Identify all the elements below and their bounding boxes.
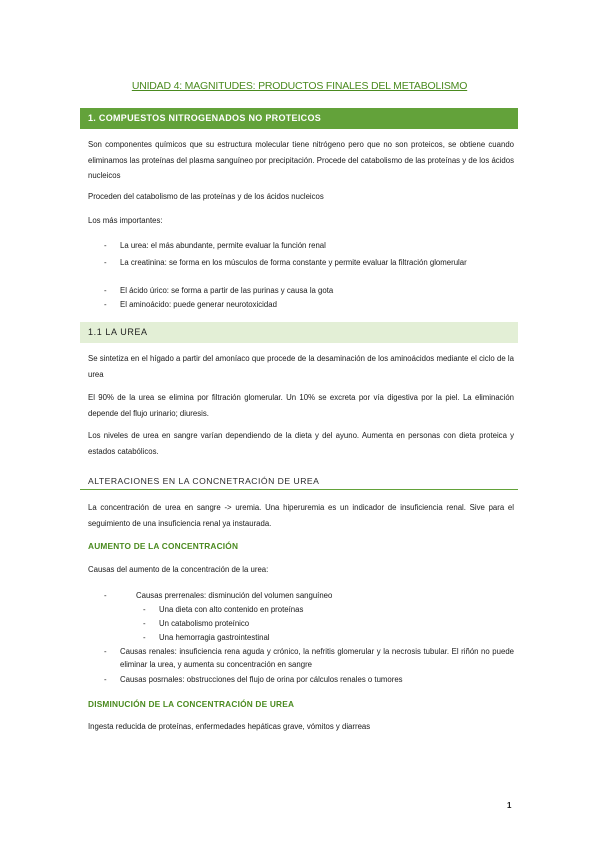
paragraph-decrease-causes: Ingesta reducida de proteínas, enfermedades hepáticas grave, vómitos y diarreas — [88, 722, 371, 731]
list-item-text: Causas prerrenales: disminución del volumen sanguíneo — [136, 591, 333, 600]
paragraph-origin: Proceden del catabolismo de las proteínas y de los ácidos nucleicos — [88, 192, 324, 201]
sub-list-item-text: Un catabolismo proteínico — [159, 619, 250, 628]
paragraph-most-important: Los más importantes: — [88, 216, 163, 225]
sub-list-item-text: Una dieta con alto contenido en proteínas — [159, 605, 304, 614]
list-item-text: La creatinina: se forma en los músculos de forma constante y permite evaluar la filtración glomerular — [120, 258, 467, 267]
section-heading-text: ALTERACIONES EN LA CONCNETRACIÓN DE UREA — [88, 476, 320, 486]
list-item-text: El ácido úrico: se forma a partir de las purinas y causa la gota — [120, 286, 334, 295]
subheading-increase: AUMENTO DE LA CONCENTRACIÓN — [88, 541, 239, 551]
paragraph-causes-intro: Causas del aumento de la concentración de la urea: — [88, 565, 269, 574]
section-heading-text: 1. COMPUESTOS NITROGENADOS NO PROTEICOS — [88, 113, 322, 123]
section-heading-alterations — [80, 472, 518, 490]
list-item-text: Causas posrnales: obstrucciones del flujo de orina por cálculos renales o tumores — [120, 675, 403, 684]
paragraph-levels: Los niveles de urea en sangre varían dependiendo de la dieta y del ayuno. Aumenta en personas con dieta proteica y estados catabólicos. — [88, 431, 514, 456]
list-item-text: La urea: el más abundante, permite evaluar la función renal — [120, 241, 326, 250]
section-heading-text: 1.1 LA UREA — [88, 327, 148, 337]
section-heading-compuestos — [80, 108, 518, 129]
subheading-decrease: DISMINUCIÓN DE LA CONCENTRACIÓN DE UREA — [88, 699, 295, 709]
list-item-text: El aminoácido: puede generar neurotoxicidad — [120, 300, 277, 309]
sub-list-item-text: Una hemorragia gastrointestinal — [159, 633, 270, 642]
document-page: UNIDAD 4: MAGNITUDES: PRODUCTOS FINALES DEL METABOLISMO 1. COMPUESTOS NITROGENADOS NO PROTEICOS Son componentes químicos que su estructura molecular tiene nitrógeno pero que no son proteicos, se obtiene cuando eliminamos las proteínas del plasma sanguíneo por precipitación. Procede del catabolismo de las proteínas y de los ácidos nucleicos Proceden del catabolismo de las proteínas y de los ácidos nucleicos Los más importantes: - La urea: el más abundante, permite evaluar la función renal - La creatinina: se forma en los músculos de forma constante y permite evaluar la filtración glomerular - El ácido úrico: se forma a partir de las purinas y causa la gota - El aminoácido: puede generar neurotoxicidad 1.1 LA UREA Se sintetiza en el hígado a partir del amoníaco que procede de la desaminación de los aminoácidos mediante el ciclo de la urea El 90% de la urea se elimina por filtración glomerular. Un 10% se excreta por vía digestiva por la piel. La eliminación depende del flujo urinario; diuresis. Los niveles de urea en sangre varían dependiendo de la dieta y del ayuno. Aumenta en personas con dieta proteica y estados catabólicos. ALTERACIONES EN LA CONCNETRACIÓN DE UREA La concentración de urea en sangre -> uremia. Una hiperuremia es un indicador de insuficiencia renal. Sive para el seguimiento de una insuficiencia renal ya instaurada. AUMENTO DE LA CONCENTRACIÓN Causas del aumento de la concentración de la urea: - Causas prerrenales: disminución del volumen sanguíneo - Una dieta con alto contenido en proteínas - Un catabolismo proteínico - Una hemorragia gastrointestinal - Causas renales: insuficiencia rena aguda y crónico, la nefritis glomerular y la necrosis tubular. El riñón no puede eliminar la urea, y aumenta su concentración en sangre - Causas posrnales: obstrucciones del flujo de orina por cálculos renales o tumores DISMINUCIÓN DE LA CONCENTRACIÓN DE UREA Ingesta reducida de proteínas, enfermedades hepáticas grave, vómitos y diarreas 1 — [0, 0, 599, 848]
paragraph-definition: Son componentes químicos que su estructura molecular tiene nitrógeno pero que no son proteicos, se obtiene cuando eliminamos las proteínas del plasma sanguíneo por precipitación. Procede del catabolismo de las proteínas y de los ácidos nucleicos — [88, 140, 514, 180]
paragraph-uremia: La concentración de urea en sangre -> uremia. Una hiperuremia es un indicador de insuficiencia renal. Sive para el seguimiento de una insuficiencia renal ya instaurada. — [88, 503, 514, 528]
section-heading-urea — [80, 322, 518, 343]
list-item-text: Causas renales: insuficiencia rena aguda y crónico, la nefritis glomerular y la necrosis tubular. El riñón no puede eliminar la urea, y aumenta su concentración en sangre — [120, 647, 514, 669]
page-number: 1 — [507, 801, 512, 810]
paragraph-elimination: El 90% de la urea se elimina por filtración glomerular. Un 10% se excreta por vía digestiva por la piel. La eliminación depende del flujo urinario; diuresis. — [88, 393, 514, 418]
paragraph-synthesis: Se sintetiza en el hígado a partir del amoníaco que procede de la desaminación de los aminoácidos mediante el ciclo de la urea — [88, 354, 514, 379]
unit-title: UNIDAD 4: MAGNITUDES: PRODUCTOS FINALES DEL METABOLISMO — [131, 80, 468, 92]
